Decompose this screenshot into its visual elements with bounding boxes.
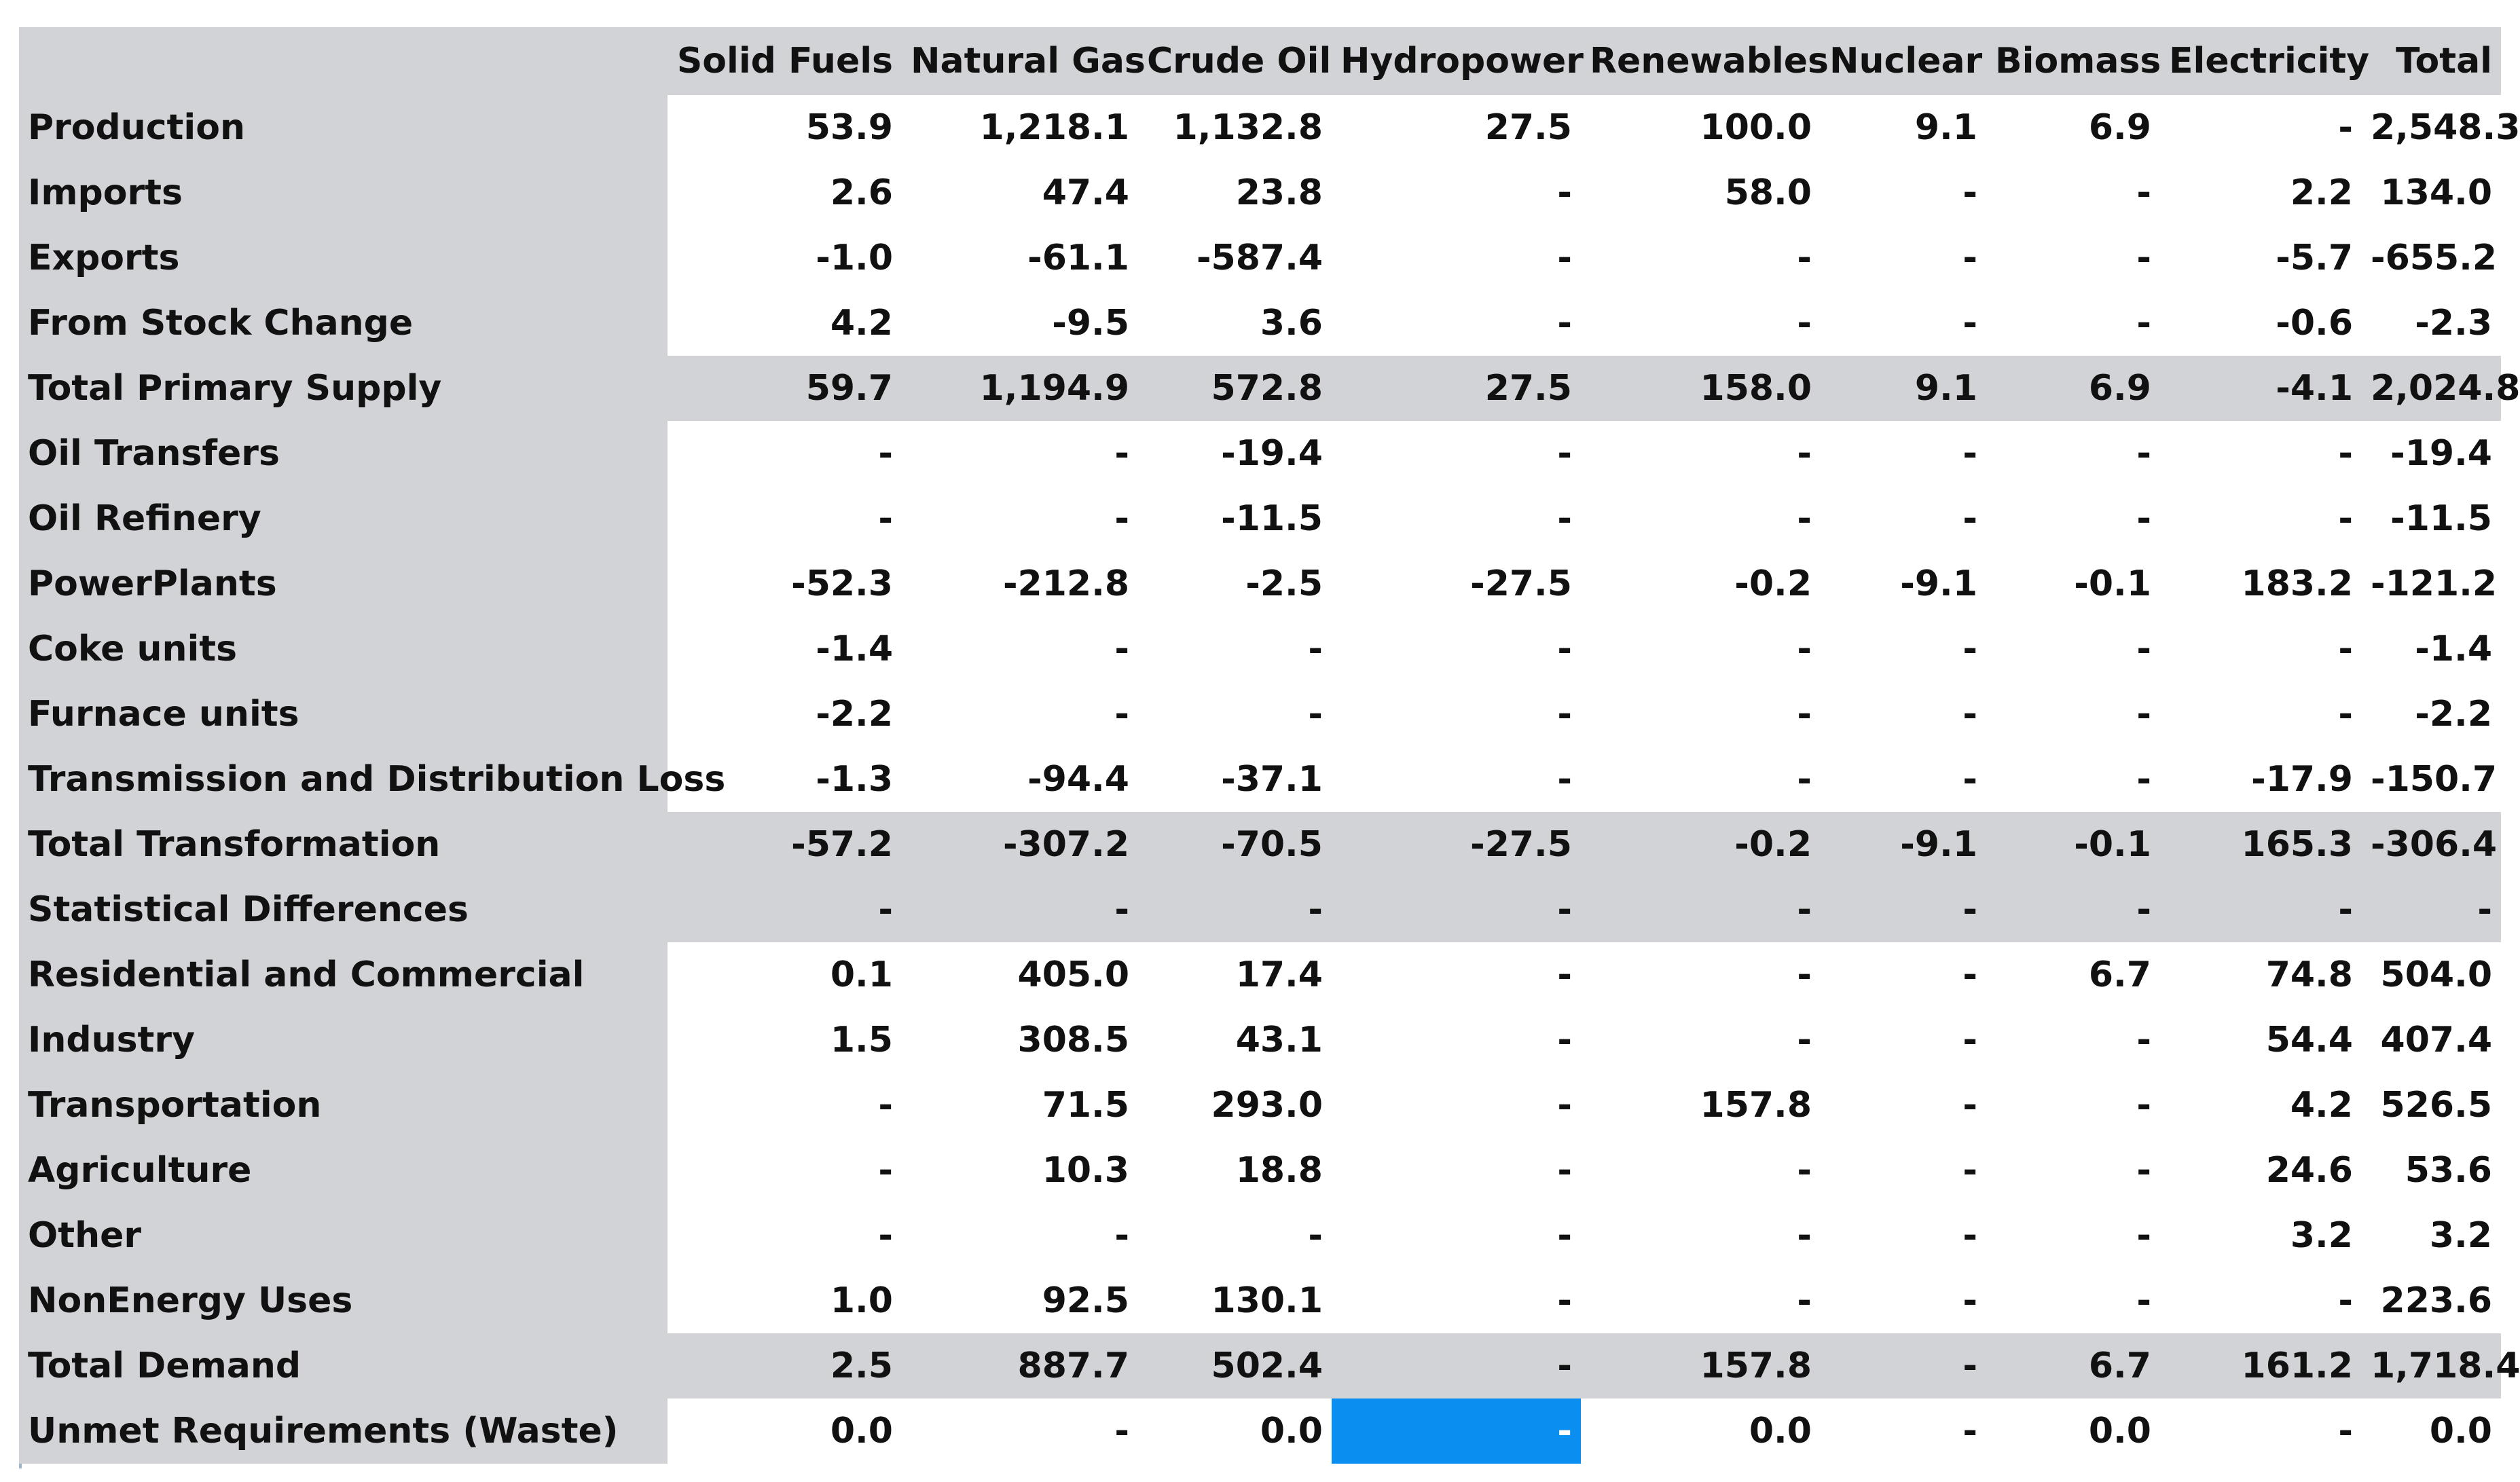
energy-balance-sheet [19,27,2520,1464]
data-cell[interactable]: - [1962,1215,1977,1256]
col-header-biomass[interactable]: Biomass [1986,27,2160,95]
data-cell[interactable]: - [878,433,893,474]
table-row [19,616,2501,682]
table-row [19,1073,2501,1138]
col-header-hydropower[interactable]: Hydropower [1332,27,1581,95]
col-header-nuclear[interactable]: Nuclear [1821,27,1986,95]
data-cell[interactable]: 59.7 [668,356,902,421]
row-header[interactable]: PowerPlants [19,551,668,616]
data-cell[interactable]: -0.2 [1734,563,1812,604]
data-cell[interactable]: -1.0 [816,238,893,278]
row-header[interactable]: Production [19,95,668,160]
data-cell[interactable]: 407.4 [2380,1020,2492,1060]
data-cell[interactable]: - [2136,433,2151,474]
data-cell[interactable]: - [1962,433,1977,474]
data-cell[interactable]: 100.0 [1700,107,1812,148]
data-cell[interactable]: - [2362,877,2501,942]
row-header[interactable]: Residential and Commercial [19,942,668,1007]
data-cell[interactable]: -19.4 [1221,433,1323,474]
data-cell[interactable]: - [2136,694,2151,735]
data-cell[interactable]: - [1557,1280,1572,1321]
data-cell[interactable]: - [1962,303,1977,344]
data-cell[interactable]: 3.6 [1260,303,1323,344]
data-cell[interactable]: - [1962,172,1977,213]
data-cell[interactable]: 0.0 [830,1411,893,1451]
data-cell[interactable]: - [1962,1150,1977,1191]
data-cell[interactable]: - [1797,1150,1812,1191]
data-cell[interactable]: - [1114,1215,1129,1256]
selected-cell[interactable]: - [1332,1398,1581,1464]
data-cell[interactable]: - [2136,1150,2151,1191]
data-cell[interactable]: - [1557,1215,1572,1256]
data-cell[interactable]: 23.8 [1235,172,1323,213]
table-row [19,942,2501,1007]
data-cell[interactable]: 58.0 [1724,172,1812,213]
data-cell[interactable]: -17.9 [2251,759,2353,800]
data-cell[interactable]: - [1797,629,1812,669]
data-cell[interactable]: - [1557,759,1572,800]
row-header[interactable]: Transportation [19,1073,668,1138]
data-cell[interactable]: - [1986,877,2160,942]
data-cell[interactable]: -121.2 [2371,563,2498,604]
data-cell[interactable]: - [1557,433,1572,474]
data-cell[interactable]: -587.4 [1196,238,1323,278]
data-cell[interactable]: - [1797,1215,1812,1256]
data-cell[interactable]: - [2338,498,2353,539]
data-cell[interactable]: -9.1 [1821,812,1986,877]
data-cell[interactable]: -37.1 [1221,759,1323,800]
data-cell[interactable]: - [2338,629,2353,669]
data-cell[interactable]: - [1821,877,1986,942]
data-cell[interactable]: - [1962,498,1977,539]
row-header[interactable]: Imports [19,160,668,225]
data-cell[interactable]: 43.1 [1235,1020,1323,1060]
table-row [19,551,2501,616]
data-cell[interactable]: -9.1 [1900,563,1977,604]
data-cell[interactable]: 9.1 [1821,356,1986,421]
data-cell[interactable]: - [1797,1020,1812,1060]
data-cell[interactable]: - [1962,629,1977,669]
data-cell[interactable]: 405.0 [1017,955,1129,995]
data-cell[interactable]: - [1962,1411,1977,1451]
row-header[interactable]: Total Transformation [19,812,668,877]
data-cell[interactable]: - [1557,172,1572,213]
table-row [19,682,2501,747]
data-cell[interactable]: 1,132.8 [1173,107,1323,148]
col-header-electricity[interactable]: Electricity [2160,27,2362,95]
data-cell[interactable]: - [2136,759,2151,800]
data-cell[interactable]: - [2136,303,2151,344]
data-cell[interactable]: 53.9 [805,107,893,148]
data-cell[interactable]: 526.5 [2380,1085,2492,1126]
data-cell[interactable]: 130.1 [1211,1280,1323,1321]
data-cell[interactable]: 17.4 [1235,955,1323,995]
row-header[interactable]: Oil Transfers [19,421,668,486]
data-cell[interactable]: - [1797,1280,1812,1321]
data-cell[interactable]: 2.6 [830,172,893,213]
data-cell[interactable]: - [1962,955,1977,995]
data-cell[interactable]: 157.8 [1581,1333,1821,1398]
data-cell[interactable]: 2,548.3 [2371,107,2520,148]
data-cell[interactable]: 6.9 [2088,107,2151,148]
data-cell[interactable]: - [1557,1150,1572,1191]
table-row [19,486,2501,551]
data-cell[interactable]: - [1138,877,1332,942]
data-cell[interactable]: - [1962,1020,1977,1060]
data-cell[interactable]: 3.2 [2290,1215,2353,1256]
data-cell[interactable]: - [1557,1020,1572,1060]
data-cell[interactable]: 6.9 [1986,356,2160,421]
table-row [19,421,2501,486]
data-cell[interactable]: 183.2 [2241,563,2353,604]
data-cell[interactable]: - [1557,303,1572,344]
data-cell[interactable]: - [2136,1280,2151,1321]
data-cell[interactable]: 0.0 [2088,1411,2151,1451]
data-cell[interactable]: - [1821,1333,1986,1398]
data-cell[interactable]: - [1797,498,1812,539]
data-cell[interactable]: - [1797,955,1812,995]
data-cell[interactable]: 27.5 [1332,356,1581,421]
row-header[interactable]: Other [19,1203,668,1268]
data-cell[interactable]: -57.2 [668,812,902,877]
data-cell[interactable]: - [1332,1333,1581,1398]
data-cell[interactable]: -0.1 [1986,812,2160,877]
data-cell[interactable]: - [1332,877,1581,942]
table-row [19,1398,2501,1464]
data-cell[interactable]: - [1557,955,1572,995]
data-cell[interactable]: - [2338,1280,2353,1321]
data-cell[interactable]: 1.0 [830,1280,893,1321]
data-cell[interactable]: 134.0 [2380,172,2492,213]
table-row [19,877,2501,942]
data-cell[interactable]: 2,024.8 [2362,356,2501,421]
data-cell[interactable]: - [902,877,1138,942]
data-cell[interactable]: - [878,1150,893,1191]
data-cell[interactable]: -11.5 [2390,498,2492,539]
table-row [19,1007,2501,1073]
data-cell[interactable]: -70.5 [1138,812,1332,877]
data-cell[interactable]: -306.4 [2362,812,2501,877]
data-cell[interactable]: - [2136,629,2151,669]
data-cell[interactable]: 161.2 [2160,1333,2362,1398]
data-cell[interactable]: 74.8 [2265,955,2353,995]
corner-header [19,27,668,95]
data-cell[interactable]: 3.2 [2429,1215,2492,1256]
data-cell[interactable]: -2.2 [2415,694,2492,735]
row-header[interactable]: Furnace units [19,682,668,747]
data-cell[interactable]: - [878,498,893,539]
data-cell[interactable]: 53.6 [2405,1150,2492,1191]
data-cell[interactable]: 24.6 [2265,1150,2353,1191]
data-cell[interactable]: 308.5 [1017,1020,1129,1060]
table-row [19,291,2501,356]
table-row [19,1138,2501,1203]
data-cell[interactable]: - [1557,1085,1572,1126]
data-cell[interactable]: - [1114,433,1129,474]
row-header[interactable]: Exports [19,225,668,291]
data-cell[interactable]: - [1114,1411,1129,1451]
data-cell[interactable]: -94.4 [1027,759,1129,800]
data-cell[interactable]: - [1962,1280,1977,1321]
row-header[interactable]: Industry [19,1007,668,1073]
table-row [19,1203,2501,1268]
data-cell[interactable]: 4.2 [2290,1085,2353,1126]
data-cell[interactable]: 0.1 [830,955,893,995]
data-cell[interactable]: - [1308,1215,1323,1256]
table-row [19,747,2501,812]
data-cell[interactable]: 165.3 [2160,812,2362,877]
data-cell[interactable]: -1.4 [2415,629,2492,669]
data-cell[interactable]: 504.0 [2380,955,2492,995]
data-cell[interactable]: 92.5 [1042,1280,1129,1321]
data-cell[interactable]: - [2338,694,2353,735]
data-cell[interactable]: - [1557,498,1572,539]
data-cell[interactable]: -1.3 [816,759,893,800]
data-cell[interactable]: - [2160,877,2362,942]
data-cell[interactable]: 0.0 [2429,1411,2492,1451]
data-cell[interactable]: -61.1 [1027,238,1129,278]
data-cell[interactable]: 1.5 [830,1020,893,1060]
row-header[interactable]: Unmet Requirements (Waste) [19,1398,668,1464]
col-header-renewables[interactable]: Renewables [1581,27,1821,95]
header-row [19,27,2501,95]
row-header[interactable]: Statistical Differences [19,877,668,942]
col-header-crude-oil[interactable]: Crude Oil [1138,27,1332,95]
data-cell[interactable]: 157.8 [1700,1085,1812,1126]
row-header[interactable]: Coke units [19,616,668,682]
data-cell[interactable]: -0.2 [1581,812,1821,877]
data-cell[interactable]: 54.4 [2265,1020,2353,1060]
data-cell[interactable]: 293.0 [1211,1085,1323,1126]
table-row [19,812,2501,877]
data-cell[interactable]: 0.0 [1749,1411,1812,1451]
row-header[interactable]: Transmission and Distribution Loss [19,747,668,812]
data-cell[interactable]: -2.5 [1245,563,1323,604]
data-cell[interactable]: -212.8 [1002,563,1129,604]
table-row [19,1333,2501,1398]
data-cell[interactable]: 6.7 [1986,1333,2160,1398]
data-cell[interactable]: - [2136,1215,2151,1256]
energy-balance-table [19,27,2520,1464]
row-header[interactable]: Total Demand [19,1333,668,1398]
data-cell[interactable]: - [878,1085,893,1126]
data-cell[interactable]: -5.7 [2276,238,2353,278]
data-cell[interactable]: 158.0 [1581,356,1821,421]
data-cell[interactable]: -9.5 [1052,303,1129,344]
row-header[interactable]: Oil Refinery [19,486,668,551]
data-cell[interactable]: -27.5 [1470,563,1572,604]
data-cell[interactable]: - [1308,694,1323,735]
data-cell[interactable]: -2.3 [2415,303,2492,344]
data-cell[interactable]: -19.4 [2390,433,2492,474]
table-row [19,1268,2501,1333]
data-cell[interactable]: 2.5 [668,1333,902,1398]
table-row [19,95,2501,160]
table-row [19,225,2501,291]
data-cell[interactable]: 887.7 [902,1333,1138,1398]
data-cell[interactable]: -150.7 [2371,759,2498,800]
data-cell[interactable]: -27.5 [1332,812,1581,877]
data-cell[interactable]: 1,218.1 [979,107,1129,148]
data-cell[interactable]: 10.3 [1042,1150,1129,1191]
data-cell[interactable]: -52.3 [791,563,893,604]
data-cell[interactable]: -11.5 [1221,498,1323,539]
data-cell[interactable]: - [2136,172,2151,213]
data-cell[interactable]: - [1114,694,1129,735]
data-cell[interactable]: - [668,877,902,942]
data-cell[interactable]: -2.2 [816,694,893,735]
data-cell[interactable]: 4.2 [830,303,893,344]
data-cell[interactable]: 18.8 [1235,1150,1323,1191]
data-cell[interactable]: 1,718.4 [2362,1333,2501,1398]
data-cell[interactable]: 27.5 [1484,107,1572,148]
data-cell[interactable]: 502.4 [1138,1333,1332,1398]
row-header[interactable]: From Stock Change [19,291,668,356]
data-cell[interactable]: - [1114,629,1129,669]
col-header-total[interactable]: Total [2362,27,2501,95]
data-cell[interactable]: 9.1 [1914,107,1977,148]
data-cell[interactable]: -655.2 [2371,238,2498,278]
row-header[interactable]: NonEnergy Uses [19,1268,668,1333]
data-cell[interactable]: - [2338,1411,2353,1451]
data-cell[interactable]: -0.6 [2276,303,2353,344]
data-cell[interactable]: 0.0 [1260,1411,1323,1451]
data-cell[interactable]: 223.6 [2380,1280,2492,1321]
data-cell[interactable]: - [1557,629,1572,669]
row-header[interactable]: Total Primary Supply [19,356,668,421]
data-cell[interactable]: - [1557,694,1572,735]
data-cell[interactable]: 1,194.9 [902,356,1138,421]
data-cell[interactable]: - [1797,433,1812,474]
data-cell[interactable]: - [2338,107,2353,148]
data-cell[interactable]: 47.4 [1042,172,1129,213]
data-cell[interactable]: - [878,1215,893,1256]
data-cell[interactable]: 2.2 [2290,172,2353,213]
data-cell[interactable]: - [1962,694,1977,735]
data-cell[interactable]: - [1581,877,1821,942]
data-cell[interactable]: - [2136,238,2151,278]
table-row [19,356,2501,421]
row-header[interactable]: Agriculture [19,1138,668,1203]
data-cell[interactable]: - [1962,238,1977,278]
data-cell[interactable]: - [1962,759,1977,800]
data-cell[interactable]: - [1797,238,1812,278]
data-cell[interactable]: 572.8 [1138,356,1332,421]
col-header-natural-gas[interactable]: Natural Gas [902,27,1138,95]
data-cell[interactable]: - [1114,498,1129,539]
table-row [19,160,2501,225]
data-cell[interactable]: - [1797,303,1812,344]
data-cell[interactable]: - [1797,759,1812,800]
data-cell[interactable]: - [2136,1085,2151,1126]
data-cell[interactable]: 71.5 [1042,1085,1129,1126]
data-cell[interactable]: - [2136,498,2151,539]
col-header-solid-fuels[interactable]: Solid Fuels [668,27,902,95]
data-cell[interactable]: - [1557,238,1572,278]
data-cell[interactable]: -307.2 [902,812,1138,877]
data-cell[interactable]: -0.1 [2074,563,2151,604]
data-cell[interactable]: -1.4 [816,629,893,669]
data-cell[interactable]: - [1962,1085,1977,1126]
data-cell[interactable]: - [2136,1020,2151,1060]
data-cell[interactable]: - [1308,629,1323,669]
data-cell[interactable]: - [2338,433,2353,474]
data-cell[interactable]: -4.1 [2160,356,2362,421]
data-cell[interactable]: 6.7 [2088,955,2151,995]
data-cell[interactable]: - [1797,694,1812,735]
